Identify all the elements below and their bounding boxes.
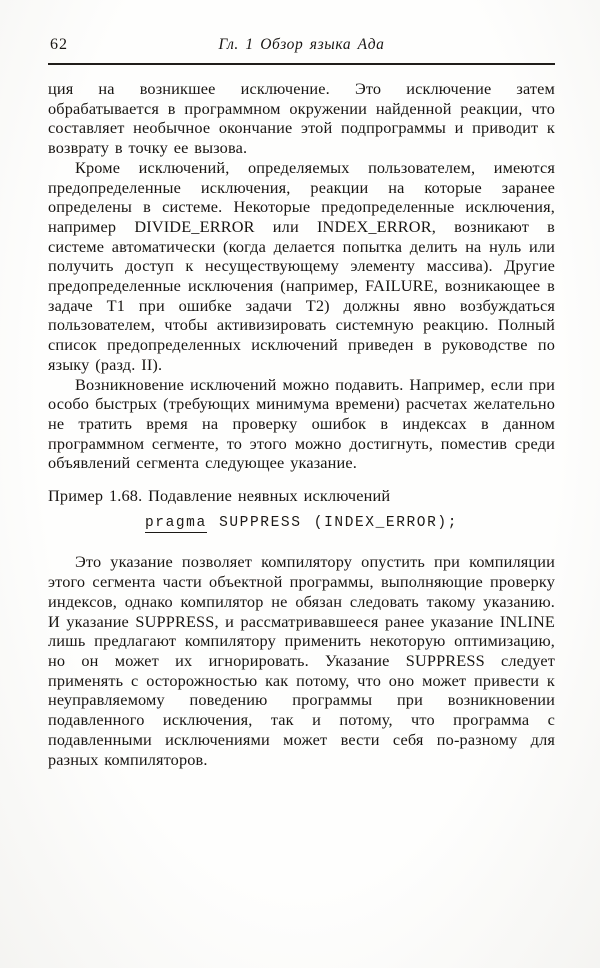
paragraph-continuation: ция на возникшее исключение. Это исключение затем обрабатывается в программном окружении найденной реакции, что составляет необычное окончание этой подпрограммы и приводит к возврату в точку ее вызова. — [48, 79, 555, 158]
chapter-running-title: Гл. 1 Обзор языка Ада — [218, 36, 385, 53]
paragraph-predefined-exceptions: Кроме исключений, определяемых пользователем, имеются предопределенные исключения, реакции на которые заранее определены в системе. Некоторые предопределенные исключения, например DIVIDE_ERROR или INDEX_ERROR, возникают в системе автоматически (когда делается попытка делить на нуль или получить доступ к несуществующему элементу массива). Другие предопределенные исключения (например, FAILURE, возникающее в задаче T1 при ошибке задачи T2) должны явно возбуждаться пользователем, чтобы активизировать системную реакцию. Полный список предопределенных исключений приведен в руководстве по языку (разд. II). — [48, 157, 555, 374]
page-header — [48, 36, 555, 65]
page-body — [48, 79, 555, 769]
code-arguments: SUPPRESS (INDEX_ERROR); — [206, 514, 459, 531]
paragraph-suppressing-exceptions: Возникновение исключений можно подавить. Например, если при особо быстрых (требующих минимума времени) расчетах желательно не тратить время на проверку ошибок в индексах в данном программном сегменте, то этого можно достигнуть, поместив среди объявлений сегмента следующее указание. — [48, 374, 555, 473]
example-heading: Пример 1.68. Подавление неявных исключений — [48, 486, 391, 506]
page-number: 62 — [50, 36, 68, 53]
code-pragma-suppress — [48, 514, 555, 534]
code-keyword-pragma: pragma — [144, 514, 207, 531]
paragraph-compiler-behavior: Это указание позволяет компилятору опустить при компиляции этого сегмента части объектной программы, выполняющие проверку индексов, однако компилятор не обязан следовать такому указанию. И указание SUPPRESS, и рассматривавшееся ранее указание INLINE лишь предлагают компилятору применить некоторую оптимизацию, но он может их игнорировать. Указание SUPPRESS следует применять с осторожностью как потому, что оно может привести к неуправляемому поведению программы при возникновении подавленного исключения, так и потому, что программа с подавленными исключениями может вести себя по-разному для разных компиляторов. — [48, 552, 555, 769]
